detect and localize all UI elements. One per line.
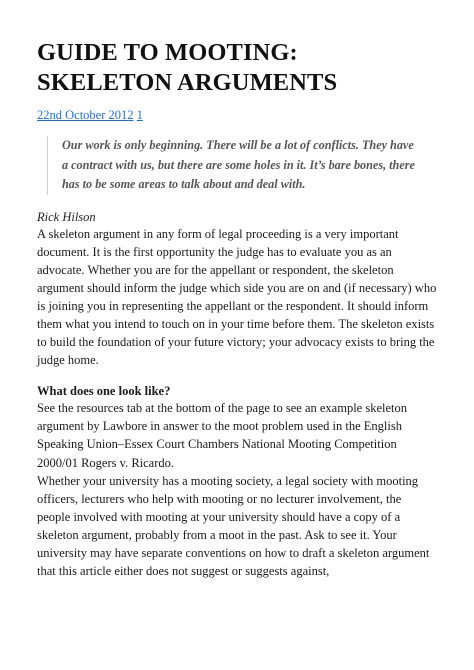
comment-count-link[interactable]: 1 [136,108,143,122]
page-title [37,38,437,98]
quote-author: Rick Hilson [37,209,96,224]
date-link[interactable]: 22nd October 2012 [37,108,134,122]
title-line-2: SKELETON ARGUMENTS [37,69,338,96]
blockquote: Our work is only beginning. There will be a lot of conflicts. They have a contract with us, but there are some holes in it. It’s bare bones, there has to be some areas to talk about and deal with. [47,136,422,195]
section-heading: What does one look like? [37,384,171,399]
post-meta [37,107,437,123]
paragraph-intro: A skeleton argument in any form of legal proceeding is a very important document. It is the first opportunity the judge has to evaluate you as an advocate. Whether you are for the appellant or respondent, the skeleton argument should inform the judge which side you are on and (if necessary) who is joining you in representing the appellant or the respondent. It should inform them what you intend to touch on in your time before them. The skeleton exists to build the foundation of your future victory; your advocacy exists to bring the judge home. [37,226,437,368]
title-line-1: GUIDE TO MOOTING: [37,39,298,66]
paragraph-university: Whether your university has a mooting society, a legal society with mooting officers, lecturers who help with mooting or no lecturer involvement, the people involved with mooting at your university should have a copy of a skeleton argument, probably from a moot in the past. Ask to see it. Your university may have separate conventions on how to draft a skeleton argument that this article either does not suggest or suggests against, [37,473,430,579]
document-page [37,38,437,580]
paragraph-resources: See the resources tab at the bottom of the page to see an example skeleton argument by Lawbore in answer to the moot problem used in the English Speaking Union–Essex Court Chambers National Mooting Competition 2000/01 Rogers v. Ricardo. [37,401,408,470]
